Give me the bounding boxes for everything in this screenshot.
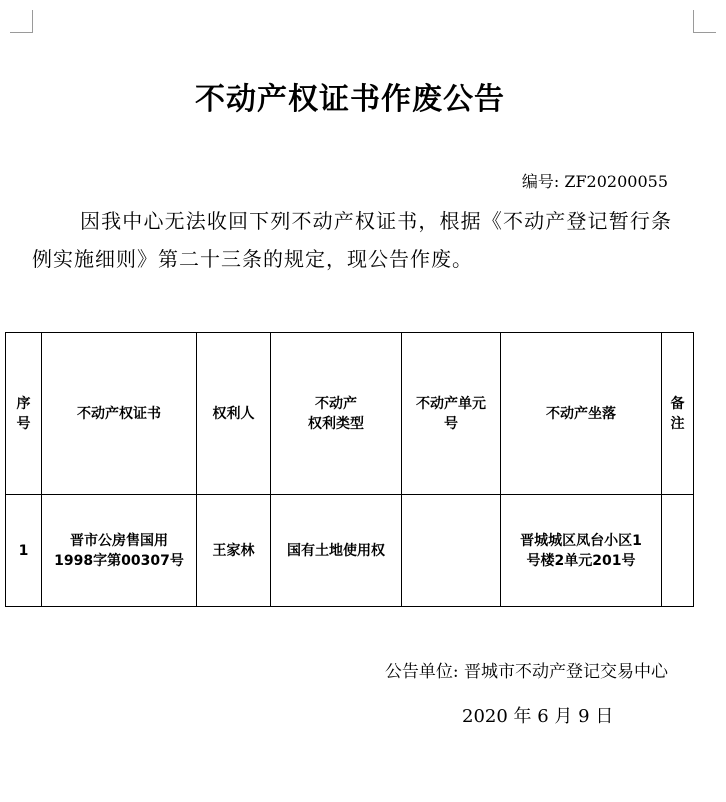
announcement-body: 因我中心无法收回下列不动产权证书，根据《不动产登记暂行条例实施细则》第二十三条的规定，现公告作废。 xyxy=(32,209,672,271)
table-row xyxy=(6,495,694,607)
cell-seq: 1 xyxy=(6,495,42,607)
crop-mark-top-left xyxy=(10,10,33,33)
header-right-type: 不动产 权利类型 xyxy=(271,333,402,495)
void-certificate-table xyxy=(5,332,694,607)
crop-mark-top-right xyxy=(693,10,716,33)
cell-holder: 王家林 xyxy=(197,495,271,607)
header-certificate: 不动产权证书 xyxy=(42,333,197,495)
cell-unit-no xyxy=(402,495,501,607)
cell-right-type: 国有土地使用权 xyxy=(271,495,402,607)
header-seq: 序号 xyxy=(6,333,42,495)
header-holder: 权利人 xyxy=(197,333,271,495)
document-number: 编号: ZF20200055 xyxy=(521,172,668,191)
announcer: 公告单位: 晋城市不动产登记交易中心 xyxy=(384,662,668,682)
header-unit-no: 不动产单元号 xyxy=(402,333,501,495)
header-location: 不动产坐落 xyxy=(501,333,662,495)
cell-location: 晋城城区凤台小区1 号楼2单元201号 xyxy=(501,495,662,607)
announcement-date: 2020 年 6 月 9 日 xyxy=(462,706,614,727)
header-remark: 备注 xyxy=(662,333,694,495)
page-title: 不动产权证书作废公告 xyxy=(195,82,505,117)
table-header-row xyxy=(6,333,694,495)
cell-certificate: 晋市公房售国用 1998字第00307号 xyxy=(42,495,197,607)
cell-remark xyxy=(662,495,694,607)
